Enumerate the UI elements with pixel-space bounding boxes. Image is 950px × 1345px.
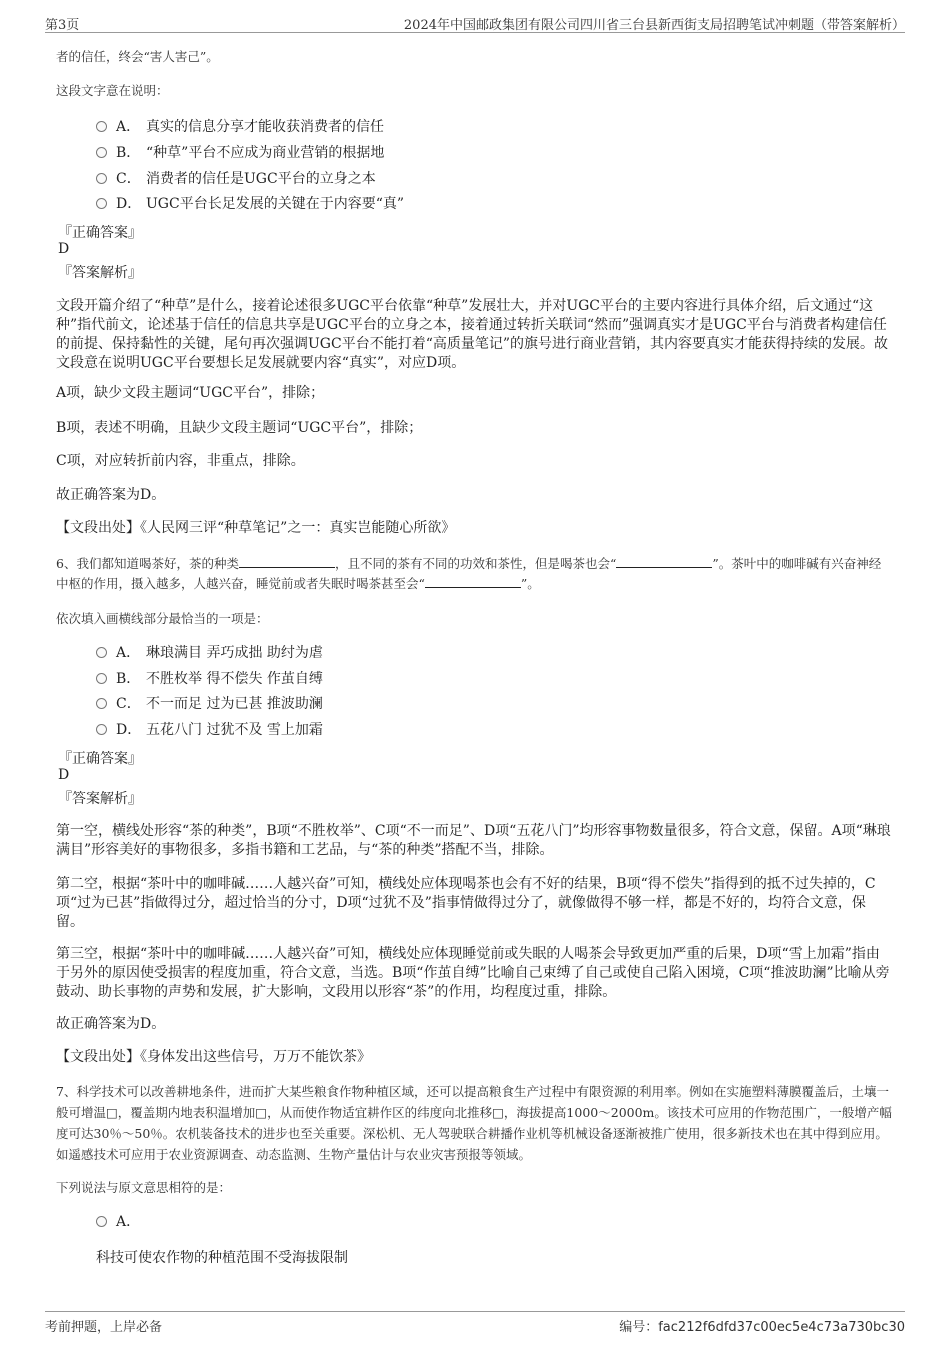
q7-option-a-text: 科技可使农作物的种植范围不受海拔限制: [96, 1250, 348, 1266]
radio-icon[interactable]: [96, 147, 107, 158]
radio-icon[interactable]: [96, 647, 107, 658]
q5-analysis-label: 『答案解析』: [58, 265, 142, 281]
q5-option-c[interactable]: C． 消费者的信任是UGC平台的立身之本: [96, 169, 376, 189]
q5-option-a[interactable]: A． 真实的信息分享才能收获消费者的信任: [96, 117, 384, 137]
radio-icon[interactable]: [96, 198, 107, 209]
radio-icon[interactable]: [96, 673, 107, 684]
document-title: 2024年中国邮政集团有限公司四川省三台县新西街支局招聘笔试冲刺题（带答案解析）: [403, 18, 905, 33]
q5-analysis-b: B项，表述不明确，且缺少文段主题词“UGC平台”，排除；: [56, 420, 423, 436]
q6-conclusion: 故正确答案为D。: [56, 1016, 166, 1032]
q5-analysis-paragraph: 文段开篇介绍了“种草”是什么，接着论述很多UGC平台依靠“种草”发展壮大，并对UGC平台的主要内容进行具体介绍，后文通过“这种”指代前文，论述基于信任的信息共享是UGC平台的立身之本，接着通过转折关联词“然而”强调真实才是UGC平台与消费者构建信任的前提、保持黏性的关键，尾句再次强调UGC平台不能打着“高质量笔记”的旗号进行商业营销，其内容要真实才能获得持续的发展。故文段意在说明UGC平台要想长足发展就要内容“真实”，对应D项。: [56, 298, 889, 371]
document-code: 编号：fac212f6dfd37c00ec5e4c73a730bc30: [619, 1320, 905, 1335]
q7-stem: 7、科学技术可以改善耕地条件，进而扩大某些粮食作物种植区域，还可以提高粮食生产过程中有限资源的利用率。例如在实施塑料薄膜覆盖后，土壤一般可增温□，覆盖期内地表积温增加□，从而使作物适宜耕作区的纬度向北推移□，海拔提高1000～2000m。该技术可应用的作物范围广，一般增产幅度可达30％～50％。农机装备技术的进步也至关重要。深松机、无人驾驶联合耕播作业机等机械设备逐渐被推广使用，很多新技术也在其中得到应用。如遥感技术可应用于农业资源调查、动态监测、生物产量估计与农业灾害预报等领域。: [56, 1084, 892, 1162]
q6-option-a[interactable]: A． 琳琅满目 弄巧成拙 助纣为虐: [96, 643, 323, 663]
q5-option-d[interactable]: D． UGC平台长足发展的关键在于内容要“真”: [96, 194, 404, 214]
q5-option-b[interactable]: B． “种草”平台不应成为商业营销的根据地: [96, 143, 384, 163]
footer-slogan: 考前押题，上岸必备: [45, 1320, 163, 1335]
q6-analysis-blank-3: 第三空，根据“茶叶中的咖啡碱……人越兴奋”可知，横线处应体现睡觉前或失眠的人喝茶会导致更加严重的后果，D项“雪上加霜”指由于另外的原因使受损害的程度加重，符合文意，当选。B项“作茧自缚”比喻自己束缚了自己或使自己陷入困境，C项“推波助澜”比喻从旁鼓动、助长事物的声势和发展，扩大影响，文段用以形容“茶”的作用，均程度过重，排除。: [56, 946, 890, 1000]
radio-icon[interactable]: [96, 724, 107, 735]
page-footer: [45, 1311, 905, 1334]
q5-analysis-a: A项，缺少文段主题词“UGC平台”，排除；: [56, 385, 325, 401]
q6-option-c[interactable]: C． 不一而足 过为已甚 推波助澜: [96, 694, 323, 714]
fill-blank-1: [239, 555, 335, 568]
q5-analysis-c: C项，对应转折前内容，非重点，排除。: [56, 453, 305, 469]
q5-conclusion: 故正确答案为D。: [56, 487, 166, 503]
radio-icon[interactable]: [96, 698, 107, 709]
q5-answer: D: [58, 241, 70, 257]
q6-answer-label: 『正确答案』: [58, 751, 142, 767]
q6-analysis-blank-2: 第二空，根据“茶叶中的咖啡碱……人越兴奋”可知，横线处应体现喝茶也会有不好的结果，B项“得不偿失”指得到的抵不过失掉的，C项“过为已甚”指做得过分，超过恰当的分寸，D项“过犹不及”指事情做得过分了，就像做得不够一样，都是不好的，均符合文意，保留。: [56, 876, 876, 930]
q6-source: 【文段出处】《身体发出这些信号，万万不能饮茶》: [56, 1049, 371, 1065]
q6-prompt: 依次填入画横线部分最恰当的一项是：: [56, 611, 269, 626]
q6-stem: 6、我们都知道喝茶好，茶的种类 ，且不同的茶有不同的功效和茶性，但是喝茶也会“ ”。茶叶中的咖啡碱有兴奋神经中枢的作用，摄入越多，人越兴奋，睡觉前或者失眠时喝茶甚至会“ ”。: [56, 556, 882, 591]
fill-blank-3: [425, 575, 521, 588]
q5-prompt: 这段文字意在说明：: [56, 83, 169, 98]
radio-icon[interactable]: [96, 121, 107, 132]
q5-answer-label: 『正确答案』: [58, 225, 142, 241]
q7-option-a[interactable]: A．: [96, 1212, 146, 1232]
page-header: [45, 12, 905, 33]
q6-answer: D: [58, 767, 70, 783]
q6-analysis-blank-1: 第一空，横线处形容“茶的种类”，B项“不胜枚举”、C项“不一而足”、D项“五花八门”均形容事物数量很多，符合文意，保留。A项“琳琅满目”形容美好的事物很多，多指书籍和工艺品，与“茶的种类”搭配不当，排除。: [56, 823, 891, 858]
q5-source: 【文段出处】《人民网三评“种草笔记”之一：真实岂能随心所欲》: [56, 520, 456, 536]
fill-blank-2: [616, 555, 712, 568]
q6-option-b[interactable]: B． 不胜枚举 得不偿失 作茧自缚: [96, 669, 323, 689]
q6-option-d[interactable]: D． 五花八门 过犹不及 雪上加霜: [96, 720, 323, 740]
page-number: 第3页: [45, 18, 80, 33]
radio-icon[interactable]: [96, 173, 107, 184]
q5-stem-tail: 者的信任，终会“害人害己”。: [56, 49, 219, 64]
q7-prompt: 下列说法与原文意思相符的是：: [56, 1180, 232, 1195]
radio-icon[interactable]: [96, 1216, 107, 1227]
q6-analysis-label: 『答案解析』: [58, 791, 142, 807]
